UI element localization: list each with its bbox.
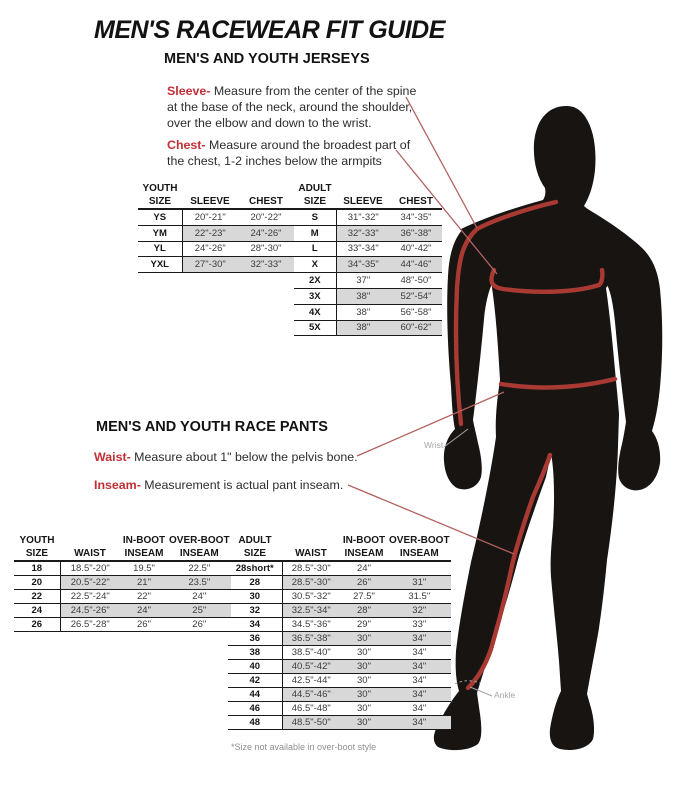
table-group-header: YOUTH bbox=[142, 183, 178, 194]
sleeve-note-label: Sleeve- bbox=[167, 84, 211, 98]
table-group-header: IN-BOOT bbox=[342, 535, 386, 546]
size-cell: S bbox=[294, 209, 336, 225]
table-row bbox=[228, 604, 451, 618]
inseam-note bbox=[94, 477, 343, 493]
value-cell: 30" bbox=[340, 660, 388, 674]
overboot-footnote: *Size not available in over-boot style bbox=[231, 742, 377, 752]
column-header: CHEST bbox=[238, 195, 294, 209]
value-cell: 20"-21" bbox=[194, 211, 226, 223]
jerseys-heading: MEN'S AND YOUTH JERSEYS bbox=[164, 51, 370, 67]
value-cell: 18.5"-20" bbox=[70, 563, 110, 574]
value-cell: 60"-62" bbox=[390, 320, 442, 336]
value-cell: 31"-32" bbox=[347, 211, 379, 223]
chest-note-text: Measure around the broadest part of the chest, 1-2 inches below the armpits bbox=[167, 138, 411, 169]
size-cell: 36 bbox=[228, 632, 282, 646]
table-row bbox=[294, 225, 442, 241]
size-cell: YL bbox=[138, 241, 182, 257]
value-cell: 44"-46" bbox=[390, 257, 442, 273]
value-cell: 33"-34" bbox=[336, 241, 390, 257]
value-cell: 38" bbox=[336, 320, 390, 336]
value-cell: 38" bbox=[336, 304, 390, 320]
size-cell: 44 bbox=[228, 688, 282, 702]
value-cell: 38" bbox=[336, 288, 390, 304]
table-row bbox=[138, 241, 294, 257]
column-header: CHEST bbox=[390, 195, 442, 209]
column-header: SIZE bbox=[138, 195, 182, 209]
page-title: MEN'S RACEWEAR FIT GUIDE bbox=[94, 16, 445, 44]
size-cell: 5X bbox=[294, 320, 336, 336]
column-header: INSEAM bbox=[388, 547, 451, 561]
wrist-label: Wrist bbox=[424, 440, 444, 450]
size-cell: 22 bbox=[14, 590, 60, 604]
size-cell: 40 bbox=[228, 660, 282, 674]
value-cell: 30" bbox=[340, 674, 388, 688]
value-cell: 22"-23" bbox=[182, 225, 238, 241]
column-header: SIZE bbox=[294, 195, 336, 209]
column-header: WAIST bbox=[282, 547, 340, 561]
table-row bbox=[294, 257, 442, 273]
table-group-header: YOUTH bbox=[19, 535, 55, 546]
table-row bbox=[138, 257, 294, 273]
value-cell: 24" bbox=[168, 590, 231, 604]
value-cell: 34" bbox=[388, 646, 451, 660]
table-row bbox=[228, 688, 451, 702]
table-row bbox=[14, 576, 231, 590]
table-row bbox=[294, 304, 442, 320]
table-group-header bbox=[390, 182, 442, 195]
value-cell: 38.5"-40" bbox=[282, 646, 340, 660]
ankle-label: Ankle bbox=[494, 690, 516, 700]
value-cell: 27"-30" bbox=[182, 257, 238, 273]
chest-note-label: Chest- bbox=[167, 138, 206, 152]
value-cell: 32"-33" bbox=[336, 225, 390, 241]
table-group-header: OVER-BOOT bbox=[169, 535, 230, 546]
size-cell: 20 bbox=[14, 576, 60, 590]
waist-note-label: Waist- bbox=[94, 450, 131, 464]
value-cell: 42.5"-44" bbox=[282, 674, 340, 688]
value-cell: 24"-26" bbox=[182, 241, 238, 257]
value-cell: 34.5"-36" bbox=[282, 618, 340, 632]
size-cell: 24 bbox=[14, 604, 60, 618]
table-group-header bbox=[336, 182, 390, 195]
size-cell: 26 bbox=[14, 618, 60, 632]
adult-jersey-size-table bbox=[294, 182, 442, 336]
sleeve-note bbox=[167, 83, 425, 131]
value-cell: 24" bbox=[357, 563, 371, 574]
value-cell: 22.5"-24" bbox=[60, 590, 120, 604]
value-cell: 32"-33" bbox=[238, 257, 294, 273]
table-group-header bbox=[238, 182, 294, 195]
value-cell: 30" bbox=[340, 688, 388, 702]
column-header: SLEEVE bbox=[336, 195, 390, 209]
value-cell: 48.5"-50" bbox=[282, 716, 340, 730]
size-cell: 38 bbox=[228, 646, 282, 660]
table-row bbox=[294, 288, 442, 304]
value-cell: 33" bbox=[388, 618, 451, 632]
size-cell: 4X bbox=[294, 304, 336, 320]
value-cell: 30" bbox=[340, 716, 388, 730]
youth-jersey-size-table bbox=[138, 182, 294, 273]
column-header: SLEEVE bbox=[182, 195, 238, 209]
value-cell: 34" bbox=[388, 688, 451, 702]
value-cell: 34" bbox=[388, 632, 451, 646]
table-row bbox=[228, 590, 451, 604]
table-group-header bbox=[282, 534, 340, 547]
size-cell: 30 bbox=[228, 590, 282, 604]
value-cell: 36"-38" bbox=[390, 225, 442, 241]
value-cell: 37" bbox=[336, 273, 390, 289]
value-cell: 28.5"-30" bbox=[291, 563, 331, 574]
table-row bbox=[228, 561, 451, 576]
size-cell: 28 bbox=[228, 576, 282, 590]
value-cell: 28" bbox=[340, 604, 388, 618]
size-cell: 2X bbox=[294, 273, 336, 289]
value-cell: 30.5"-32" bbox=[282, 590, 340, 604]
size-cell: 18 bbox=[14, 561, 60, 576]
adult-pants-size-table bbox=[228, 534, 451, 730]
value-cell: 44.5"-46" bbox=[282, 688, 340, 702]
value-cell: 28"-30" bbox=[238, 241, 294, 257]
inseam-note-text: Measurement is actual pant inseam. bbox=[140, 478, 344, 492]
value-cell: 48"-50" bbox=[390, 273, 442, 289]
value-cell: 22.5" bbox=[188, 563, 211, 574]
size-cell: 28short* bbox=[228, 561, 282, 576]
size-cell: YM bbox=[138, 225, 182, 241]
table-group-header bbox=[182, 182, 238, 195]
table-row bbox=[138, 209, 294, 225]
value-cell: 22" bbox=[120, 590, 168, 604]
table-row bbox=[228, 716, 451, 730]
value-cell: 32" bbox=[388, 604, 451, 618]
size-cell: 46 bbox=[228, 702, 282, 716]
table-row bbox=[294, 273, 442, 289]
table-row bbox=[294, 209, 442, 225]
size-cell: 32 bbox=[228, 604, 282, 618]
table-row bbox=[294, 320, 442, 336]
value-cell: 25" bbox=[168, 604, 231, 618]
value-cell: 30" bbox=[340, 632, 388, 646]
value-cell: 29" bbox=[340, 618, 388, 632]
table-row bbox=[228, 632, 451, 646]
table-row bbox=[228, 618, 451, 632]
pants-heading: MEN'S AND YOUTH RACE PANTS bbox=[96, 419, 328, 435]
value-cell: 31.5" bbox=[388, 590, 451, 604]
table-row bbox=[14, 561, 231, 576]
table-row bbox=[14, 618, 231, 632]
table-row bbox=[14, 590, 231, 604]
column-header: SIZE bbox=[14, 547, 60, 561]
table-group-header: OVER-BOOT bbox=[389, 535, 450, 546]
value-cell: 26" bbox=[168, 618, 231, 632]
value-cell: 34" bbox=[388, 702, 451, 716]
youth-pants-size-table bbox=[14, 534, 231, 632]
size-cell: L bbox=[294, 241, 336, 257]
chest-note bbox=[167, 137, 417, 169]
table-row bbox=[228, 702, 451, 716]
value-cell: 56"-58" bbox=[390, 304, 442, 320]
value-cell: 52"-54" bbox=[390, 288, 442, 304]
table-group-header: ADULT bbox=[298, 183, 332, 194]
table-row bbox=[294, 241, 442, 257]
column-header: INSEAM bbox=[168, 547, 231, 561]
value-cell: 28.5"-30" bbox=[282, 576, 340, 590]
value-cell: 26" bbox=[340, 576, 388, 590]
value-cell: 20"-22" bbox=[250, 211, 282, 223]
value-cell: 34" bbox=[388, 716, 451, 730]
value-cell: 26.5"-28" bbox=[60, 618, 120, 632]
value-cell: 24.5"-26" bbox=[60, 604, 120, 618]
value-cell: 34" bbox=[388, 674, 451, 688]
value-cell: 40"-42" bbox=[390, 241, 442, 257]
value-cell: 30" bbox=[340, 646, 388, 660]
value-cell: 36.5"-38" bbox=[282, 632, 340, 646]
table-group-header: ADULT bbox=[238, 535, 272, 546]
value-cell: 31" bbox=[388, 576, 451, 590]
table-row bbox=[14, 604, 231, 618]
value-cell: 32.5"-34" bbox=[282, 604, 340, 618]
value-cell: 24" bbox=[120, 604, 168, 618]
value-cell: 30" bbox=[340, 702, 388, 716]
column-header: SIZE bbox=[228, 547, 282, 561]
waist-note-text: Measure about 1" below the pelvis bone. bbox=[130, 450, 358, 464]
column-header: INSEAM bbox=[340, 547, 388, 561]
table-row bbox=[228, 674, 451, 688]
value-cell: 34" bbox=[388, 660, 451, 674]
value-cell bbox=[388, 561, 451, 576]
size-cell: 48 bbox=[228, 716, 282, 730]
table-group-header bbox=[60, 534, 120, 547]
table-row bbox=[228, 660, 451, 674]
inseam-note-label: Inseam- bbox=[94, 478, 141, 492]
table-group-header: IN-BOOT bbox=[122, 535, 166, 546]
column-header: WAIST bbox=[60, 547, 120, 561]
value-cell: 26" bbox=[120, 618, 168, 632]
sleeve-note-text: Measure from the center of the spine at the base of the neck, around the shoulder, over the elbow and down to the wrist. bbox=[167, 84, 417, 131]
size-cell: M bbox=[294, 225, 336, 241]
table-row bbox=[228, 646, 451, 660]
size-cell: 34 bbox=[228, 618, 282, 632]
value-cell: 27.5" bbox=[340, 590, 388, 604]
size-cell: X bbox=[294, 257, 336, 273]
size-cell: 3X bbox=[294, 288, 336, 304]
waist-note bbox=[94, 449, 358, 465]
value-cell: 19.5" bbox=[133, 563, 155, 574]
size-cell: 42 bbox=[228, 674, 282, 688]
value-cell: 24"-26" bbox=[238, 225, 294, 241]
table-row bbox=[138, 225, 294, 241]
value-cell: 23.5" bbox=[168, 576, 231, 590]
value-cell: 21" bbox=[120, 576, 168, 590]
column-header: INSEAM bbox=[120, 547, 168, 561]
table-row bbox=[228, 576, 451, 590]
value-cell: 20.5"-22" bbox=[60, 576, 120, 590]
value-cell: 40.5"-42" bbox=[282, 660, 340, 674]
value-cell: 46.5"-48" bbox=[282, 702, 340, 716]
size-cell: YXL bbox=[138, 257, 182, 273]
value-cell: 34"-35" bbox=[400, 211, 432, 223]
value-cell: 34"-35" bbox=[336, 257, 390, 273]
size-cell: YS bbox=[138, 209, 182, 225]
